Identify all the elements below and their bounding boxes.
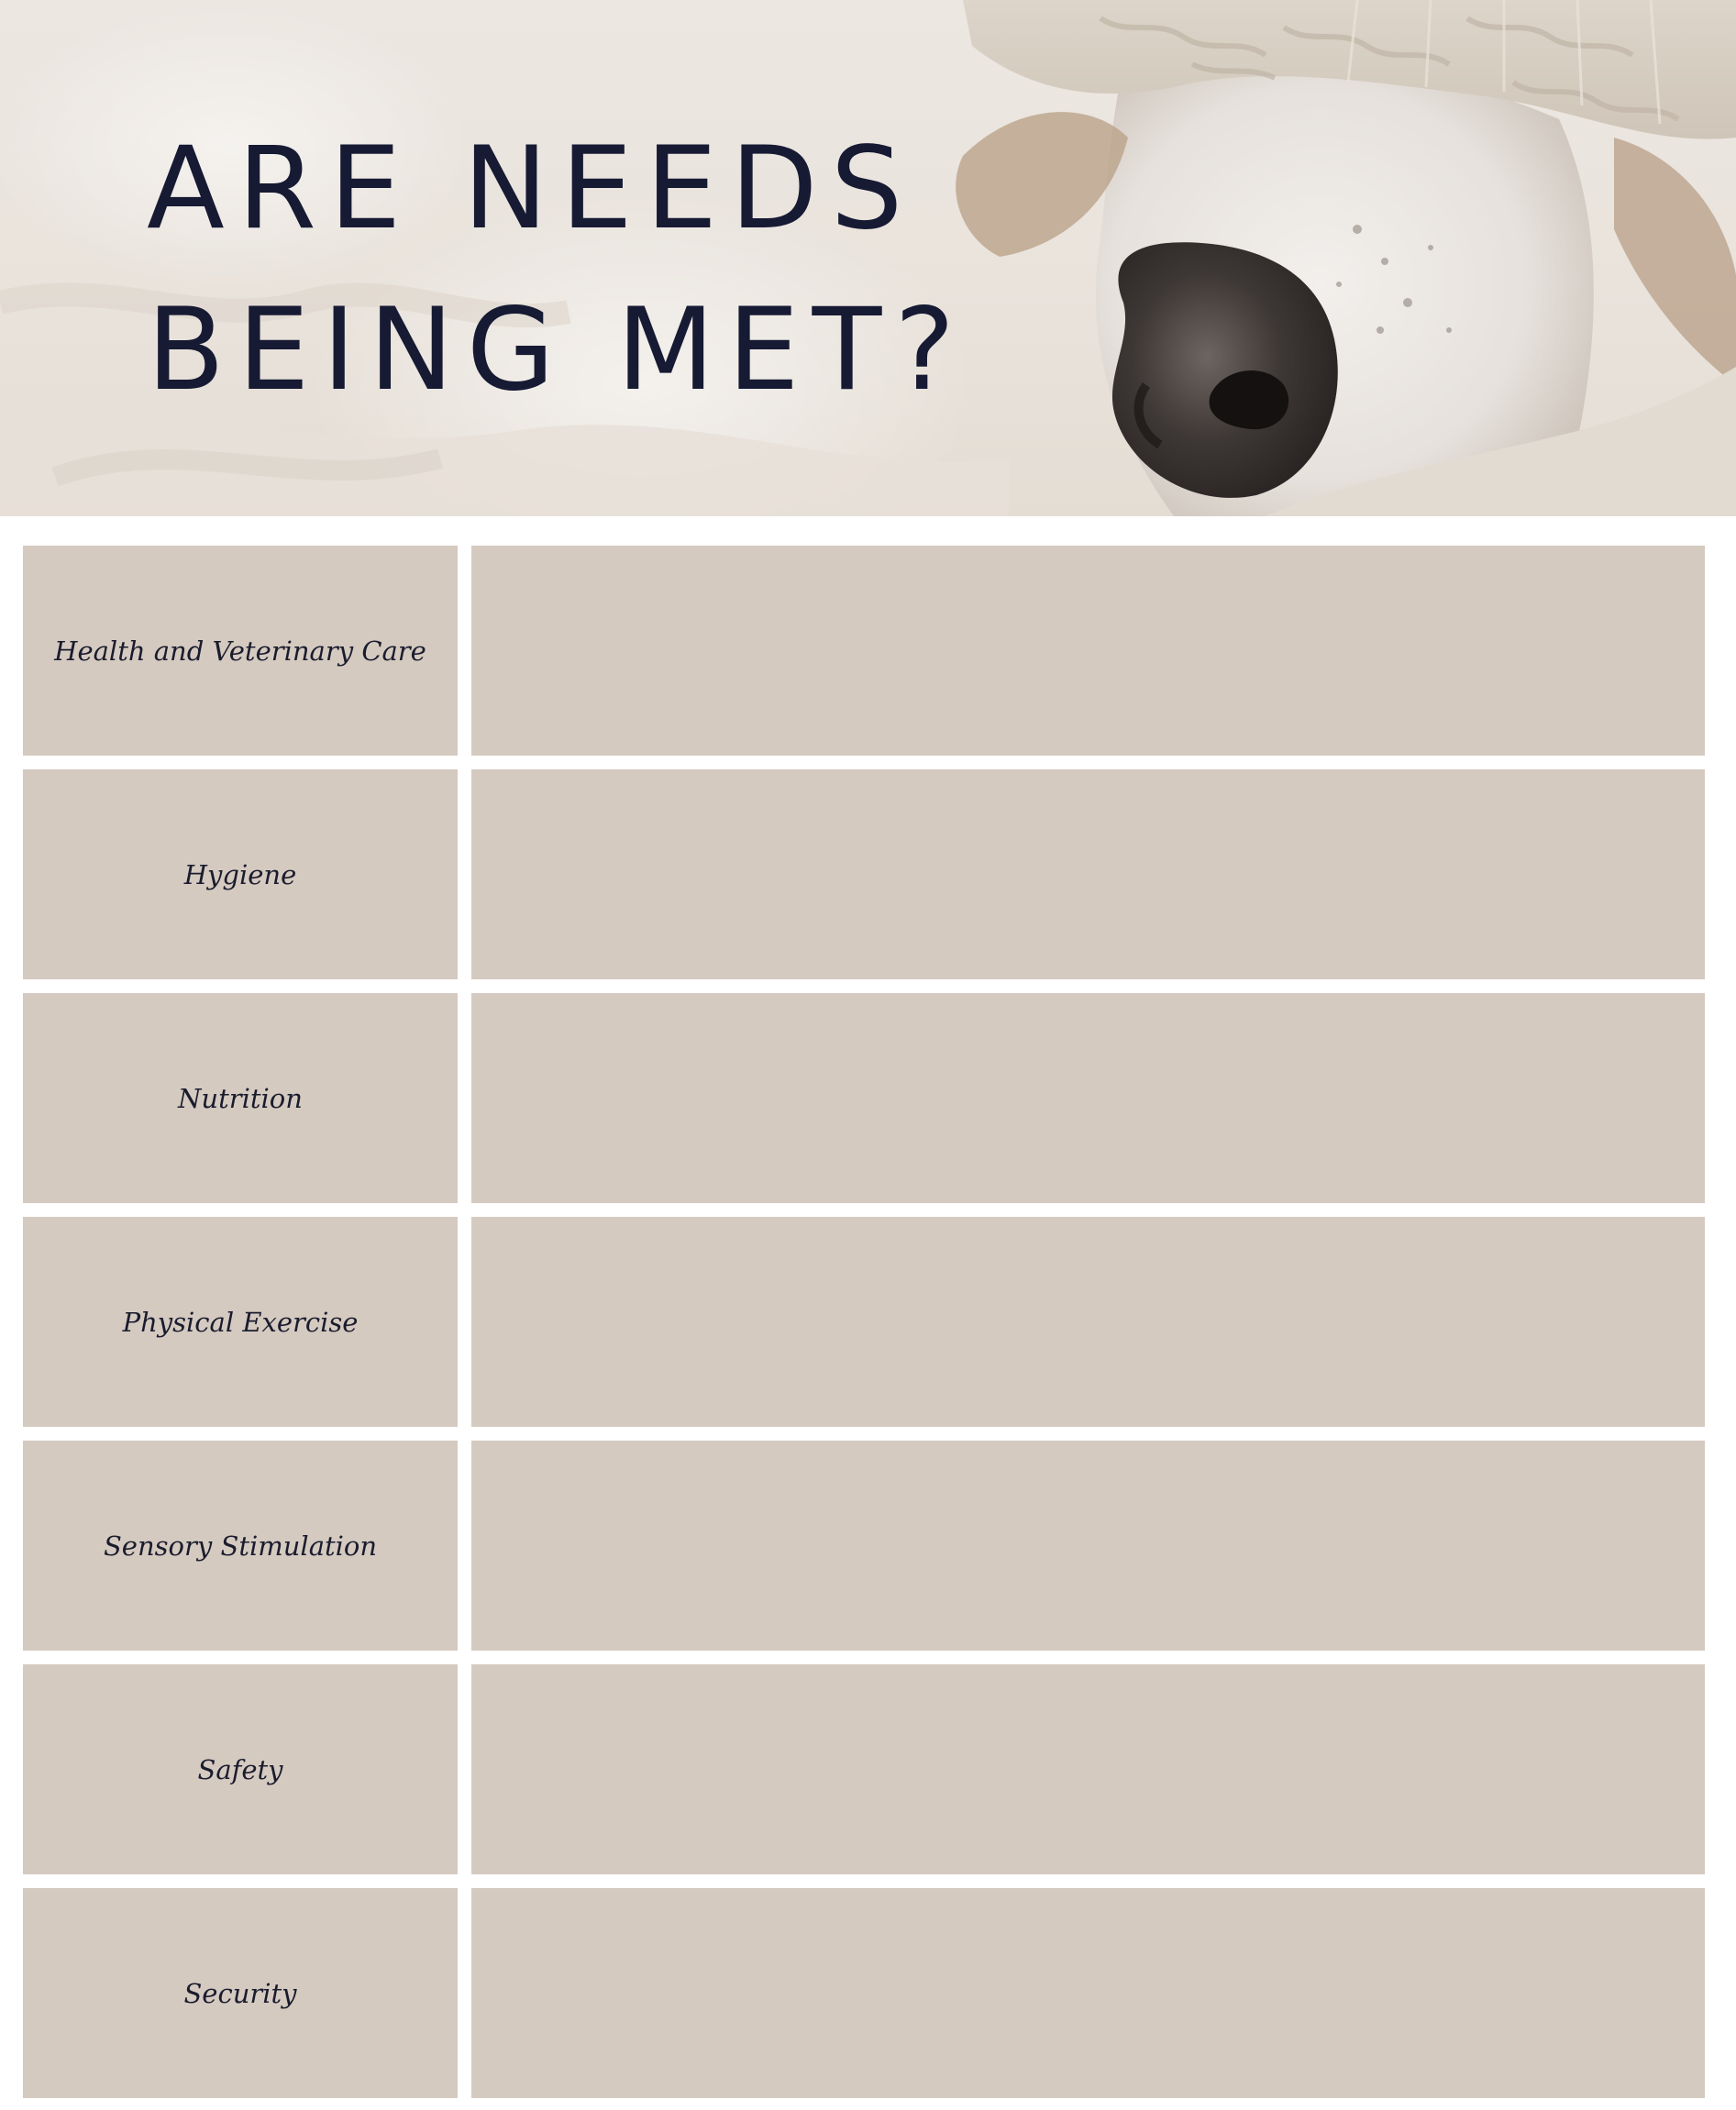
row-label: Safety — [197, 1753, 283, 1785]
hero-banner — [0, 0, 1736, 516]
row-value-cell[interactable] — [471, 1441, 1705, 1651]
row-label-cell — [23, 769, 458, 979]
row-label: Physical Exercise — [122, 1306, 359, 1338]
row-label-cell — [23, 1217, 458, 1427]
row-value-cell[interactable] — [471, 1888, 1705, 2098]
row-label: Nutrition — [178, 1082, 303, 1114]
row-value-cell[interactable] — [471, 769, 1705, 979]
row-label-cell — [23, 546, 458, 756]
row-value-cell[interactable] — [471, 993, 1705, 1203]
row-label: Sensory Stimulation — [103, 1530, 378, 1562]
page-title: ARE NEEDS BEING MET? — [147, 123, 968, 416]
row-label: Security — [183, 1977, 297, 2009]
row-label: Health and Veterinary Care — [54, 635, 426, 667]
row-label: Hygiene — [183, 858, 297, 890]
row-label-cell — [23, 1441, 458, 1651]
row-label-cell — [23, 993, 458, 1203]
row-value-cell[interactable] — [471, 1664, 1705, 1874]
row-value-cell[interactable] — [471, 546, 1705, 756]
row-value-cell[interactable] — [471, 1217, 1705, 1427]
row-label-cell — [23, 1888, 458, 2098]
needs-table — [23, 546, 1706, 2098]
row-label-cell — [23, 1664, 458, 1874]
